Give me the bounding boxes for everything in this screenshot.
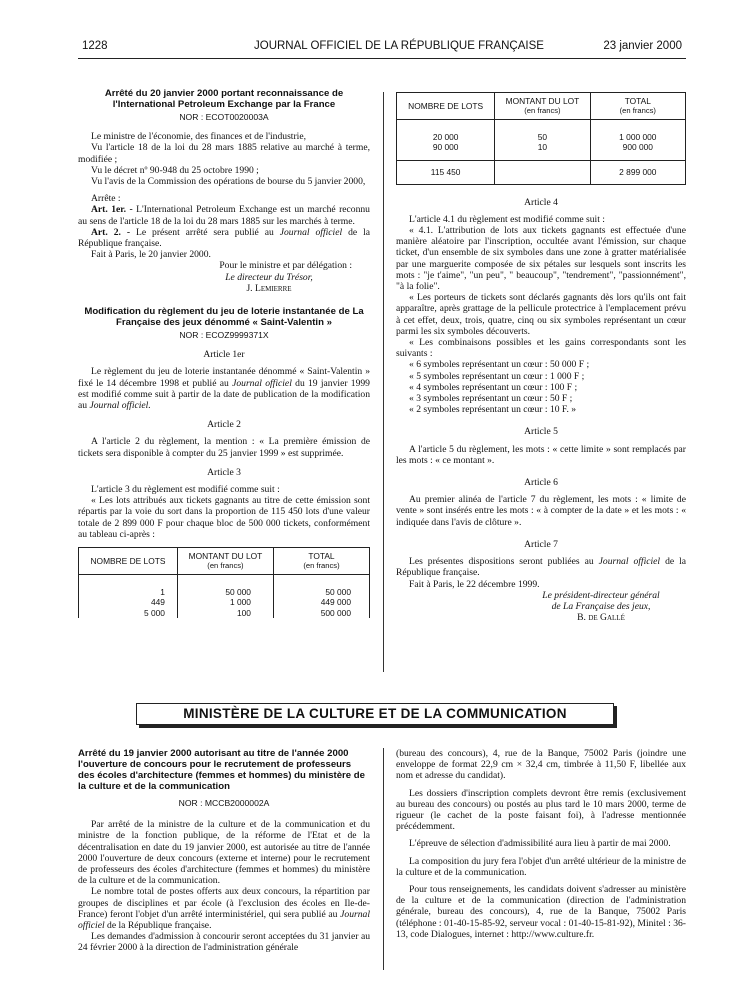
- page-number: 1228: [82, 40, 108, 52]
- header-unit: (en francs): [303, 561, 340, 571]
- arrete-ipe-nor: NOR : ECOT0020003A: [179, 112, 269, 122]
- arrete-concours-title: Arrêté du 19 janvier 2000 autorisant au titre de l'année 2000 l'ouverture de concours pour le recrutement de professeurs des écoles d'architecture (femmes et hommes) du ministère de la culture et de la communication: [78, 748, 365, 792]
- text-run: Le règlement du jeu de loterie instantanée dénommé « Saint-Valentin » fixé le 14 décembre 1998 et publié au: [78, 366, 370, 389]
- header-text: TOTAL: [308, 551, 335, 562]
- header-unit: (en francs): [207, 561, 244, 571]
- signature-title: de La Française des jeux,: [551, 600, 651, 612]
- modification-title: Modification du règlement du jeu de loterie instantanée de La Française des jeux dénommé « Saint-Valentin »: [84, 306, 364, 329]
- modif-article-1: [78, 366, 370, 411]
- table-cell: 1 000: [177, 597, 273, 607]
- header-unit: (en francs): [619, 106, 656, 115]
- modif-article-4: L'article 4.1 du règlement est modifié comme suit :: [409, 213, 605, 225]
- column-divider-top: [383, 92, 384, 672]
- article-heading: Article 4: [524, 196, 558, 208]
- article-heading: Article 3: [207, 466, 241, 478]
- modif-article-4-quote: « Les porteurs de tickets sont déclarés gagnants dès lors qu'ils ont fait apparaître, après grattage de la pellicule protectrice à l'emplacement prévu à cet effet, deux, trois, quatre, cinq ou six symboles représentant un cœur parmi les six symboles découverts.: [396, 292, 686, 337]
- modif-article-5: A l'article 5 du règlement, les mots : « cette limite » sont remplacés par les mots : « ce montant ».: [396, 443, 686, 466]
- journal-officiel-ref: Journal officiel: [78, 908, 370, 932]
- journal-officiel-ref: Journal officiel: [598, 556, 661, 568]
- modif-article-4-quote: « 4.1. L'attribution de lots aux tickets gagnants est effectuée d'une manière aléatoire par l'inscription, occultée avant l'émission, sur chaque ticket, d'un ensemble de six symboles dans une zone à gratter matérialisée par une marguerite composée de six pétales sur lesquels sont inscrits les mots : "je t'aime", "un peu", " beaucoup", "tendrement", "passionnément", "à la folie".: [396, 225, 686, 293]
- left-column-top: [78, 88, 370, 618]
- arrete-ipe-para: Vu l'article 18 de la loi du 28 mars 1885 relative au marché à terme, modifiée ;: [78, 142, 370, 165]
- signature-title: Le directeur du Trésor,: [225, 271, 313, 283]
- article-2-label: Art. 2. -: [91, 226, 131, 238]
- signatory-name: J. Lemierre: [246, 282, 292, 294]
- concours-para: [78, 886, 370, 931]
- signature-title: Le président-directeur général: [542, 589, 660, 601]
- arrete-ipe-para: Le ministre de l'économie, des finances et de l'industrie,: [91, 131, 306, 143]
- concours-para: Les demandes d'admission à concourir seront acceptées du 31 janvier au 24 février 2000 à la direction de l'administration générale: [78, 931, 370, 954]
- column-divider-bottom: [383, 748, 384, 970]
- gain-line: « 3 symboles représentant un cœur : 50 F ;: [409, 393, 573, 405]
- concours-para: Pour tous renseignements, les candidats doivent s'adresser au ministère de la culture et de la communication (direction de l'administration générale, bureau des concours), 4, rue de la Banque, 75002 Paris (téléphone : 01-40-15-85-92, serveur vocal : 01-40-15-81-92), Minitel : 36-13, code Dialogues, internet : http://www.culture.fr.: [396, 884, 686, 940]
- table-cell: 50 000: [273, 575, 369, 598]
- arrete-concours-nor: NOR : MCCB2000002A: [178, 798, 270, 808]
- article-1: [78, 204, 370, 226]
- modif-article-3-quote: « Les lots attribués aux tickets gagnants au titre de cette émission sont répartis par la voie du sort dans la proportion de 115 450 lots d'une valeur totale de 2 899 000 F pour chaque bloc de 500 000 tickets, conformément au tableau ci-après :: [78, 495, 370, 540]
- concours-para: Les dossiers d'inscription complets devront être remis (exclusivement au bureau des concours) ou postés au plus tard le 10 mars 2000, terme de rigueur (le cachet de la poste faisant foi), à l'adresse mentionnée précédemment.: [396, 787, 686, 833]
- col-header-total: [590, 93, 685, 120]
- table-cell: 1 000 000: [590, 120, 685, 143]
- col-header-montant: [495, 93, 590, 120]
- text-run: Le nombre total de postes offerts aux deux concours, la répartition par groupes de disciplines et par école (à l'exclusion des écoles en Ile-de-France) feront l'objet d'un arrêté interministériel, qui sera publié au: [78, 886, 370, 920]
- article-heading: Article 5: [524, 426, 558, 438]
- concours-para: Par arrêté de la ministre de la culture et de la communication et du ministre de la fonction publique, de la réforme de l'Etat et de la décentralisation en date du 19 janvier 2000, est autorisée au titre de l'année 2000 l'ouverture de deux concours (externe et interne) pour le recrutement de professeurs des écoles d'architecture (femmes et hommes) du ministère de la culture et de la communication.: [78, 819, 370, 887]
- article-heading: Article 6: [524, 477, 558, 489]
- table-row: [79, 575, 370, 598]
- lots-table-2: [396, 92, 686, 185]
- table-cell: 90 000: [397, 142, 495, 161]
- article-heading: Article 7: [524, 538, 558, 550]
- right-column-bottom: [396, 748, 686, 940]
- table-cell: 50 000: [177, 575, 273, 598]
- signature-line: Pour le ministre et par délégation :: [219, 260, 352, 272]
- article-1-label: Art. 1er. -: [91, 204, 133, 216]
- arrete-ipe-title: Arrêté du 20 janvier 2000 portant reconnaissance de l'International Petroleum Exchange par la France: [104, 88, 344, 110]
- article-1-text: L'International Petroleum Exchange est un marché reconnu au sens de l'article 18 de la loi du 28 mars 1885 sur les marchés à terme.: [78, 204, 370, 227]
- col-header-nombre: NOMBRE DE LOTS: [79, 548, 178, 575]
- header-unit: (en francs): [524, 106, 561, 115]
- concours-para: La composition du jury fera l'objet d'un arrêté ultérieur de la ministre de la culture et de la communication.: [396, 855, 686, 878]
- header-text: MONTANT DU LOT: [188, 551, 263, 562]
- concours-para: (bureau des concours), 4, rue de la Banque, 75002 Paris (joindre une enveloppe de format 22,9 cm × 32,4 cm, timbrée à 11,50 F, libellée aux nom et adresse du candidat).: [396, 748, 686, 782]
- right-column-top: [396, 92, 686, 623]
- journal-officiel-ref: Journal officiel.: [89, 400, 151, 412]
- gain-line: « 2 symboles représentant un cœur : 10 F. »: [409, 404, 577, 416]
- gain-line: « 5 symboles représentant un cœur : 1 000 F ;: [409, 370, 585, 382]
- concours-para: L'épreuve de sélection d'admissibilité aura lieu à partir de mai 2000.: [409, 838, 671, 850]
- journal-title: JOURNAL OFFICIEL DE LA RÉPUBLIQUE FRANÇAISE: [254, 40, 544, 52]
- text-run: Les présentes dispositions seront publiées au: [409, 556, 594, 568]
- col-header-montant: [177, 548, 273, 575]
- col-header-nombre: NOMBRE DE LOTS: [397, 93, 495, 120]
- table-row: [397, 120, 686, 143]
- issue-date: 23 janvier 2000: [603, 40, 682, 52]
- table-cell: 900 000: [590, 142, 685, 161]
- header-text: TOTAL: [624, 96, 651, 106]
- text-run: de la République française.: [396, 556, 687, 579]
- table-cell: 5 000: [79, 608, 178, 618]
- journal-officiel-ref: Journal officiel: [232, 377, 292, 389]
- table-cell: 1: [79, 575, 178, 598]
- modif-article-7: [396, 556, 686, 578]
- table-cell: 449: [79, 597, 178, 607]
- table-row: [79, 597, 370, 607]
- lots-table-1: [78, 547, 370, 618]
- modif-article-3: L'article 3 du règlement est modifié comme suit :: [91, 484, 280, 496]
- header-text: MONTANT DU LOT: [505, 96, 580, 106]
- modif-article-2: A l'article 2 du règlement, la mention : « La première émission de tickets sera disponible à compter du 25 janvier 1999 » est supprimée.: [78, 436, 370, 459]
- running-header: [82, 40, 682, 56]
- arrete-ipe-para: Vu l'avis de la Commission des opérations de bourse du 5 janvier 2000,: [91, 176, 366, 188]
- table-row: [397, 142, 686, 161]
- table-cell: 20 000: [397, 120, 495, 143]
- article-2-text-end: de la République française.: [78, 226, 370, 250]
- table-cell: 2 899 000: [590, 161, 685, 184]
- fait-a-paris: Fait à Paris, le 20 janvier 2000.: [91, 249, 211, 261]
- text-run: de la République française.: [107, 920, 212, 932]
- article-2-text: Le présent arrêté sera publié au: [135, 226, 274, 238]
- table-cell: 449 000: [273, 597, 369, 607]
- table-row: [79, 608, 370, 618]
- table-cell: 115 450: [397, 161, 495, 184]
- text-run: du 19 janvier 1999 est modifié comme suit à partir de la date de publication de la modification au: [78, 377, 370, 412]
- table-cell: 500 000: [273, 608, 369, 618]
- header-rule: [78, 58, 686, 59]
- article-heading: Article 2: [207, 419, 241, 431]
- modification-nor: NOR : ECOZ9999371X: [179, 330, 269, 341]
- fait-a-paris: Fait à Paris, le 22 décembre 1999.: [409, 578, 540, 590]
- signatory-name: B. de Gallé: [577, 612, 625, 624]
- col-header-total: [273, 548, 369, 575]
- table-cell: [495, 161, 590, 184]
- table-cell: 50: [495, 120, 590, 143]
- table-cell: 100: [177, 608, 273, 618]
- gain-line: « 4 symboles représentant un cœur : 100 F ;: [409, 381, 578, 393]
- modif-article-6: Au premier alinéa de l'article 7 du règlement, les mots : « limite de vente » sont insérés entre les mots : « à compter de la date » et les mots : « indiquée dans l'avis de clôture ».: [396, 494, 686, 528]
- journal-officiel-ref: Journal officiel: [279, 226, 343, 238]
- modif-article-4-quote: « Les combinaisons possibles et les gains correspondants sont les suivants :: [396, 337, 686, 360]
- arrete-keyword: Arrête :: [91, 193, 121, 205]
- arrete-ipe-para: Vu le décret nº 90-948 du 25 octobre 1990 ;: [91, 164, 259, 176]
- ministry-banner: MINISTÈRE DE LA CULTURE ET DE LA COMMUNICATION: [136, 703, 614, 725]
- table-total-row: [397, 161, 686, 184]
- left-column-bottom: [78, 748, 370, 954]
- article-heading: Article 1er: [203, 349, 245, 361]
- table-cell: 10: [495, 142, 590, 161]
- gain-line: « 6 symboles représentant un cœur : 50 000 F ;: [409, 359, 590, 371]
- article-2: [78, 227, 370, 249]
